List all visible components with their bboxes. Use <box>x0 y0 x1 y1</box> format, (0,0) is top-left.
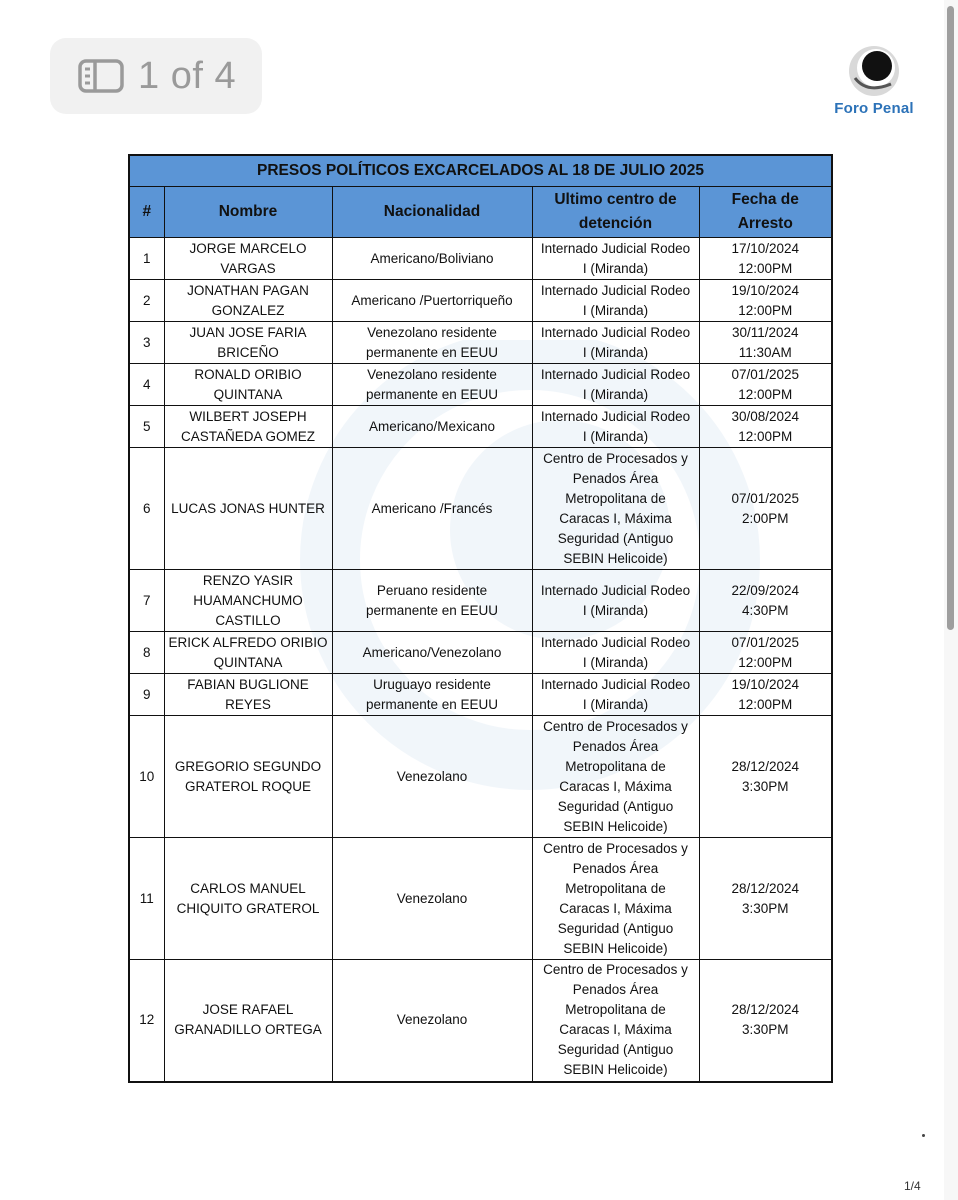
cell-number: 12 <box>129 960 164 1082</box>
page-indicator-text: 1 of 4 <box>138 54 237 97</box>
footer-page-number: 1/4 <box>904 1179 921 1193</box>
cell-number: 5 <box>129 406 164 448</box>
table-title: PRESOS POLÍTICOS EXCARCELADOS AL 18 DE JULIO 2025 <box>129 155 832 187</box>
cell-detention-center: Centro de Procesados y Penados Área Metropolitana de Caracas I, Máxima Seguridad (Antiguo SEBIN Helicoide) <box>532 838 699 960</box>
stray-dot <box>922 1134 925 1137</box>
cell-nationality: Venezolano residente permanente en EEUU <box>332 322 532 364</box>
cell-arrest-date: 28/12/2024 3:30PM <box>699 960 832 1082</box>
cell-name: JOSE RAFAEL GRANADILLO ORTEGA <box>164 960 332 1082</box>
foro-penal-logo <box>828 44 920 124</box>
cell-name: CARLOS MANUEL CHIQUITO GRATEROL <box>164 838 332 960</box>
prisoners-table <box>128 154 833 1083</box>
cell-detention-center: Internado Judicial Rodeo I (Miranda) <box>532 406 699 448</box>
cell-arrest-date: 07/01/2025 2:00PM <box>699 448 832 570</box>
cell-name: RONALD ORIBIO QUINTANA <box>164 364 332 406</box>
cell-name: JORGE MARCELO VARGAS <box>164 238 332 280</box>
cell-nationality: Americano/Mexicano <box>332 406 532 448</box>
cell-nationality: Venezolano residente permanente en EEUU <box>332 364 532 406</box>
table-row <box>129 838 832 960</box>
table-row <box>129 960 832 1082</box>
cell-arrest-date: 28/12/2024 3:30PM <box>699 838 832 960</box>
cell-arrest-date: 07/01/2025 12:00PM <box>699 632 832 674</box>
table-row <box>129 322 832 364</box>
cell-nationality: Americano/Venezolano <box>332 632 532 674</box>
cell-nationality: Americano/Boliviano <box>332 238 532 280</box>
cell-detention-center: Internado Judicial Rodeo I (Miranda) <box>532 238 699 280</box>
cell-number: 4 <box>129 364 164 406</box>
table-row <box>129 674 832 716</box>
cell-number: 3 <box>129 322 164 364</box>
logo-text: Foro Penal <box>834 100 914 117</box>
cell-number: 7 <box>129 570 164 632</box>
cell-name: JONATHAN PAGAN GONZALEZ <box>164 280 332 322</box>
cell-arrest-date: 22/09/2024 4:30PM <box>699 570 832 632</box>
cell-nationality: Venezolano <box>332 960 532 1082</box>
cell-number: 10 <box>129 716 164 838</box>
cell-nationality: Peruano residente permanente en EEUU <box>332 570 532 632</box>
table-row <box>129 632 832 674</box>
cell-nationality: Uruguayo residente permanente en EEUU <box>332 674 532 716</box>
cell-detention-center: Centro de Procesados y Penados Área Metropolitana de Caracas I, Máxima Seguridad (Antiguo SEBIN Helicoide) <box>532 960 699 1082</box>
header-arrest-date: Fecha de Arresto <box>699 187 832 238</box>
table-row <box>129 238 832 280</box>
cell-number: 2 <box>129 280 164 322</box>
cell-detention-center: Centro de Procesados y Penados Área Metropolitana de Caracas I, Máxima Seguridad (Antiguo SEBIN Helicoide) <box>532 716 699 838</box>
table-row <box>129 448 832 570</box>
cell-nationality: Americano /Puertorriqueño <box>332 280 532 322</box>
table-row <box>129 570 832 632</box>
scrollbar-thumb[interactable] <box>947 6 954 630</box>
cell-number: 1 <box>129 238 164 280</box>
cell-arrest-date: 07/01/2025 12:00PM <box>699 364 832 406</box>
cell-arrest-date: 30/11/2024 11:30AM <box>699 322 832 364</box>
cell-arrest-date: 19/10/2024 12:00PM <box>699 280 832 322</box>
sidebar-icon <box>78 59 124 93</box>
cell-detention-center: Internado Judicial Rodeo I (Miranda) <box>532 364 699 406</box>
cell-number: 8 <box>129 632 164 674</box>
cell-number: 9 <box>129 674 164 716</box>
cell-detention-center: Internado Judicial Rodeo I (Miranda) <box>532 632 699 674</box>
cell-name: RENZO YASIR HUAMANCHUMO CASTILLO <box>164 570 332 632</box>
cell-arrest-date: 17/10/2024 12:00PM <box>699 238 832 280</box>
cell-arrest-date: 30/08/2024 12:00PM <box>699 406 832 448</box>
cell-nationality: Venezolano <box>332 838 532 960</box>
table-row <box>129 406 832 448</box>
page-indicator-badge[interactable] <box>50 38 262 114</box>
cell-name: JUAN JOSE FARIA BRICEÑO <box>164 322 332 364</box>
cell-detention-center: Centro de Procesados y Penados Área Metropolitana de Caracas I, Máxima Seguridad (Antiguo SEBIN Helicoide) <box>532 448 699 570</box>
cell-number: 11 <box>129 838 164 960</box>
table-row <box>129 364 832 406</box>
cell-name: WILBERT JOSEPH CASTAÑEDA GOMEZ <box>164 406 332 448</box>
cell-detention-center: Internado Judicial Rodeo I (Miranda) <box>532 280 699 322</box>
cell-detention-center: Internado Judicial Rodeo I (Miranda) <box>532 674 699 716</box>
cell-nationality: Americano /Francés <box>332 448 532 570</box>
cell-number: 6 <box>129 448 164 570</box>
cell-detention-center: Internado Judicial Rodeo I (Miranda) <box>532 322 699 364</box>
header-detention-center: Ultimo centro de detención <box>532 187 699 238</box>
cell-name: GREGORIO SEGUNDO GRATEROL ROQUE <box>164 716 332 838</box>
header-num: # <box>129 187 164 238</box>
table-row <box>129 280 832 322</box>
cell-name: FABIAN BUGLIONE REYES <box>164 674 332 716</box>
logo-swirl-icon <box>847 44 901 98</box>
cell-name: LUCAS JONAS HUNTER <box>164 448 332 570</box>
cell-arrest-date: 19/10/2024 12:00PM <box>699 674 832 716</box>
cell-nationality: Venezolano <box>332 716 532 838</box>
table-row <box>129 716 832 838</box>
header-name: Nombre <box>164 187 332 238</box>
cell-arrest-date: 28/12/2024 3:30PM <box>699 716 832 838</box>
cell-detention-center: Internado Judicial Rodeo I (Miranda) <box>532 570 699 632</box>
header-nationality: Nacionalidad <box>332 187 532 238</box>
cell-name: ERICK ALFREDO ORIBIO QUINTANA <box>164 632 332 674</box>
